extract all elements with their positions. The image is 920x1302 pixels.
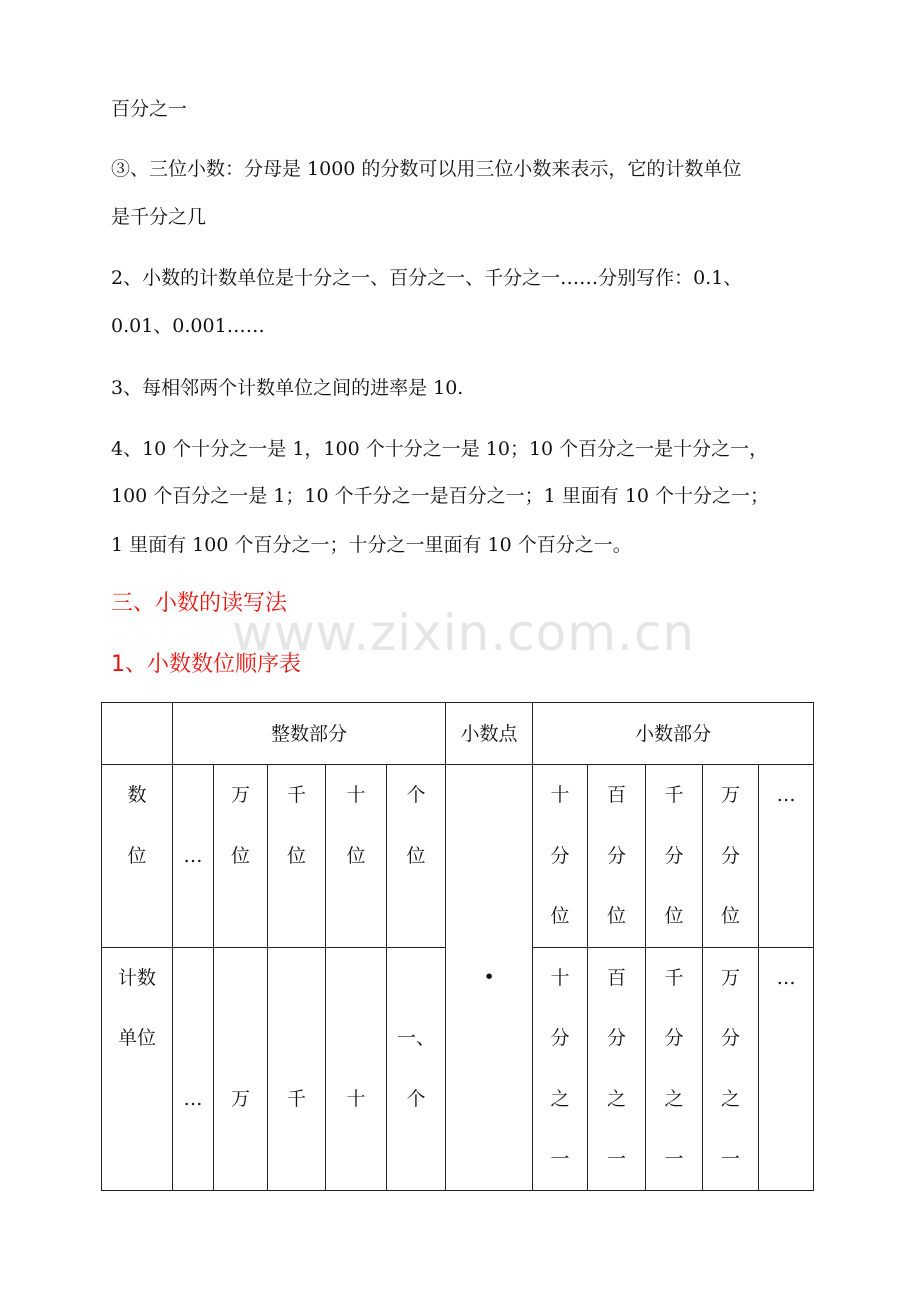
paragraph-line: 0.01、0.001……	[111, 315, 265, 337]
table-cell: 万 位	[214, 765, 268, 948]
table-cell: 个 位	[387, 765, 446, 948]
table-cell: 千 位	[268, 765, 326, 948]
table-header-row	[102, 703, 814, 765]
header-decimal-point: 小数点	[446, 703, 533, 765]
table-row-place	[102, 765, 814, 948]
table-cell: 一、 个	[387, 947, 446, 1190]
paragraph-line: 2、小数的计数单位是十分之一、百分之一、千分之一……分别写作：0.1、	[111, 267, 743, 289]
table-cell: 十 分 位	[533, 765, 588, 948]
table-cell: 万	[214, 947, 268, 1190]
subsection-heading: 1、小数数位顺序表	[111, 652, 301, 677]
table-cell: 百 分 位	[588, 765, 646, 948]
table-cell: 十	[326, 947, 387, 1190]
section-heading: 三、小数的读写法	[111, 591, 288, 616]
table-cell: 万 分 之 一	[703, 947, 759, 1190]
table-cell: 十 分 之 一	[533, 947, 588, 1190]
paragraph-line: ③、三位小数：分母是 1000 的分数可以用三位小数来表示，它的计数单位	[111, 158, 742, 180]
paragraph-line: 100 个百分之一是 1；10 个千分之一是百分之一；1 里面有 10 个十分之一；	[111, 485, 770, 507]
table-cell: …	[759, 765, 814, 948]
decimal-point-cell: •	[446, 765, 533, 1191]
paragraph-line: 百分之一	[111, 98, 188, 120]
table-cell: 万 分 位	[703, 765, 759, 948]
paragraph-line: 3、每相邻两个计数单位之间的进率是 10.	[111, 377, 464, 399]
header-decimal-part: 小数部分	[533, 703, 814, 765]
table-cell: 千	[268, 947, 326, 1190]
table-cell: …	[173, 947, 214, 1190]
watermark: www.zixin.com.cn	[232, 604, 696, 662]
table-cell: 百 分 之 一	[588, 947, 646, 1190]
table-corner-cell	[102, 703, 173, 765]
table-cell: …	[173, 765, 214, 948]
row-label-place: 数 位	[102, 765, 173, 948]
table-cell: 十 位	[326, 765, 387, 948]
paragraph-line: 4、10 个十分之一是 1，100 个十分之一是 10；10 个百分之一是十分之一，	[111, 438, 769, 460]
table-cell: …	[759, 947, 814, 1190]
paragraph-line: 1 里面有 100 个百分之一；十分之一里面有 10 个百分之一。	[111, 534, 632, 556]
decimal-place-table	[101, 702, 814, 1191]
table-cell: 千 分 之 一	[646, 947, 703, 1190]
paragraph-line: 是千分之几	[111, 206, 207, 228]
row-label-unit: 计数 单位	[102, 947, 173, 1190]
table-cell: 千 分 位	[646, 765, 703, 948]
header-integer-part: 整数部分	[173, 703, 446, 765]
